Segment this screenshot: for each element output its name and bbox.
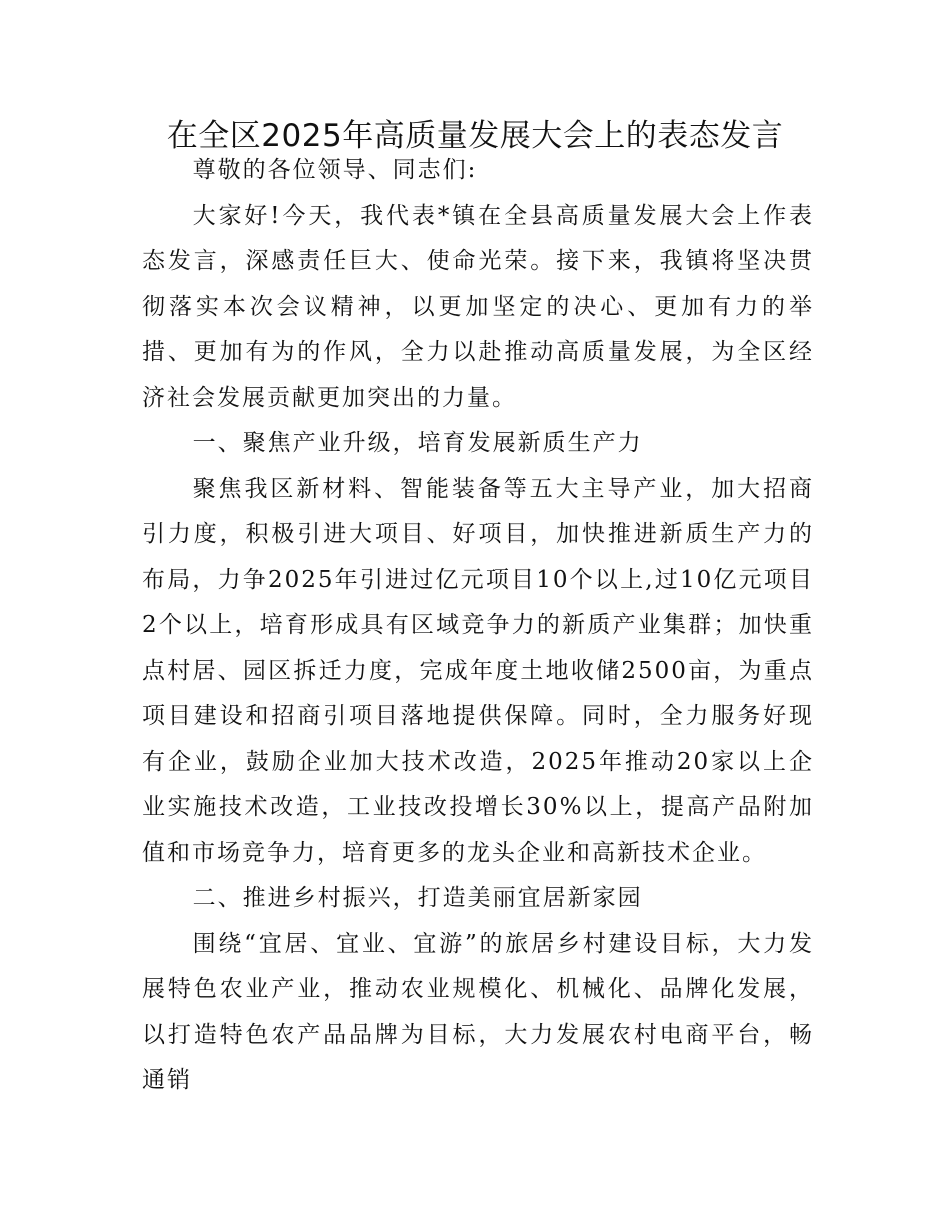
section-heading-2: 二、推进乡村振兴，打造美丽宜居新家园 bbox=[192, 885, 643, 911]
salutation: 尊敬的各位领导、同志们: bbox=[192, 157, 478, 183]
section-heading-1: 一、聚焦产业升级，培育发展新质生产力 bbox=[192, 430, 643, 456]
paragraph-intro: 大家好!今天，我代表*镇在全县高质量发展大会上作表态发言，深感责任巨大、使命光荣。接下来，我镇将坚决贯彻落实本次会议精神，以更加坚定的决心、更加有力的举措、更加有为的作风，全力以赴推动高质量发展，为全区经济社会发展贡献更加突出的力量。 bbox=[142, 202, 814, 411]
document-title: 在全区2025年高质量发展大会上的表态发言 bbox=[166, 118, 784, 154]
paragraph-section-1: 聚焦我区新材料、智能装备等五大主导产业，加大招商引力度，积极引进大项目、好项目，加快推进新质生产力的布局，力争2025年引进过亿元项目10个以上,过10亿元项目2个以上，培育形成具有区域竞争力的新质产业集群；加快重点村居、园区拆迁力度，完成年度土地收储2500亩，为重点项目建设和招商引项目落地提供保障。同时，全力服务好现有企业，鼓励企业加大技术改造，2025年推动20家以上企业实施技术改造，工业技改投增长30%以上，提高产品附加值和市场竞争力，培育更多的龙头企业和高新技术企业。 bbox=[142, 475, 814, 866]
document-body bbox=[142, 148, 814, 1104]
paragraph-section-2: 围绕“宜居、宜业、宜游”的旅居乡村建设目标，大力发展特色农业产业，推动农业规模化、机械化、品牌化发展，以打造特色农产品品牌为目标，大力发展农村电商平台，畅通销 bbox=[142, 930, 814, 1093]
